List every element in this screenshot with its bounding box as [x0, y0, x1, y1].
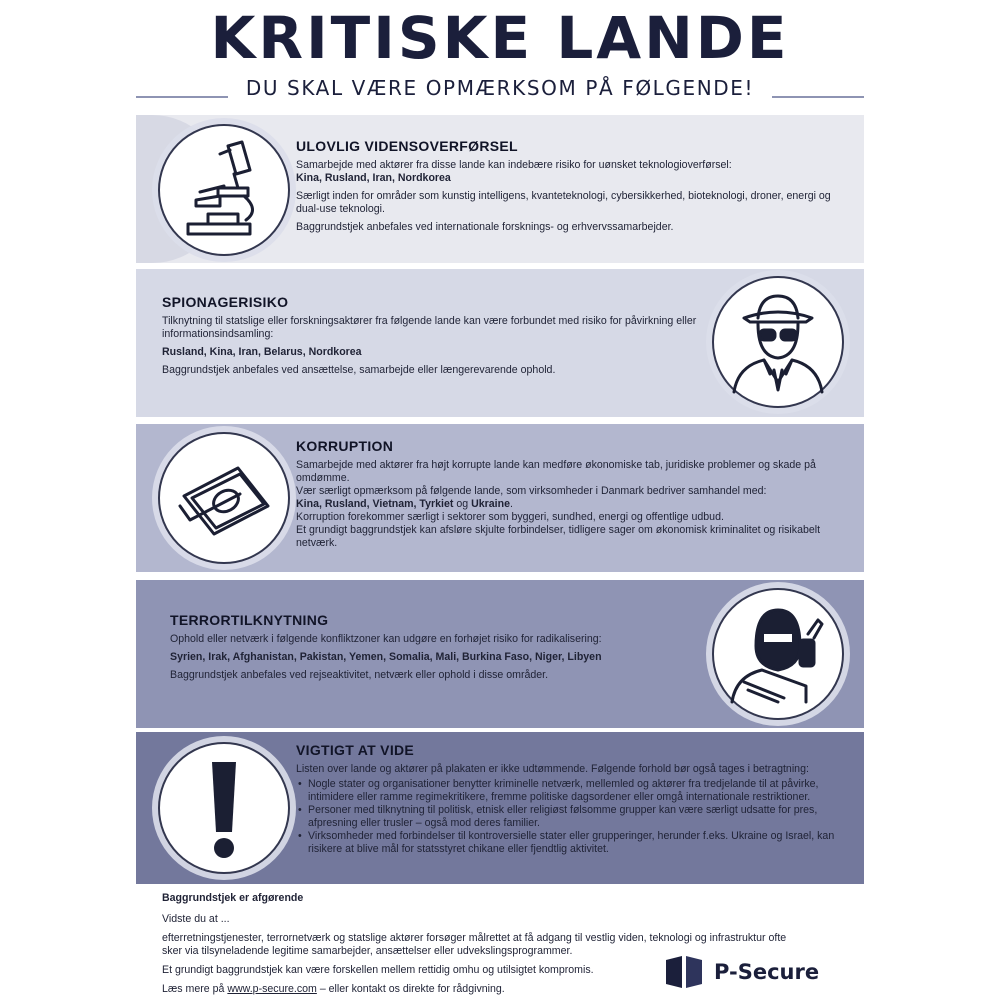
microscope-icon	[158, 124, 290, 256]
section-text: Samarbejde med aktører fra disse lande kan indebære risiko for uønsket teknologioverførsel:	[296, 159, 732, 171]
section-text: Baggrundstjek anbefales ved internationale forsknings- og erhvervssamarbejder.	[296, 221, 674, 233]
bullet-list	[296, 778, 851, 856]
website-link[interactable]: www.p-secure.com	[227, 983, 317, 995]
country-list: Kina, Rusland, Vietnam, Tyrkiet	[296, 498, 454, 510]
footer-intro: Vidste du at ...	[162, 913, 230, 925]
section-title: VIGTIGT AT VIDE	[296, 742, 415, 758]
money-icon	[158, 432, 290, 564]
section-espionage	[162, 296, 712, 382]
section-text: Samarbejde med aktører fra højt korrupte lande kan medføre økonomiske tab, juridiske problemer og skade på omdømme.	[296, 459, 816, 484]
section-text: Ophold eller netværk i følgende konfliktzoner kan udgøre en forhøjet risiko for radikalisering:	[170, 633, 602, 645]
bullet-item: • Nogle stater og organisationer benytter kriminelle netværk, mellemled og aktører fra tredjelande til at påvirke, intimidere eller ramme regimekritikere, fremme politiske dagsordener eller omgå internationale restriktioner.	[296, 778, 851, 804]
section-text: Særligt inden for områder som kunstig intelligens, kvanteteknologi, cybersikkerhed, bioteknologi, droner, energi og dual-use teknologi.	[296, 190, 831, 215]
terrorist-icon	[712, 588, 844, 720]
page-subtitle: DU SKAL VÆRE OPMÆRKSOM PÅ FØLGENDE!	[245, 76, 755, 100]
section-text: Baggrundstjek anbefales ved ansættelse, samarbejde eller længerevarende ophold.	[162, 364, 556, 376]
brand-name: P-Secure	[714, 960, 820, 984]
section-text: Baggrundstjek anbefales ved rejseaktivitet, netværk eller ophold i disse områder.	[170, 669, 549, 681]
page-title: KRITISKE LANDE	[210, 4, 790, 72]
section-title: TERRORTILKNYTNING	[170, 612, 329, 628]
p-secure-logo-icon	[664, 954, 704, 990]
country-list: Syrien, Irak, Afghanistan, Pakistan, Yemen, Somalia, Mali, Burkina Faso, Niger, Libyen	[170, 651, 602, 663]
section-text: Et grundigt baggrundstjek kan afsløre skjulte forbindelser, tidligere sager om økonomisk kriminalitet og risikabelt netværk.	[296, 524, 821, 549]
subtitle-divider-right	[772, 96, 864, 98]
section-intro: Listen over lande og aktører på plakaten er ikke udtømmende. Følgende forhold bør også tages i betragtning:	[296, 763, 809, 775]
section-title: ULOVLIG VIDENSOVERFØRSEL	[296, 138, 518, 154]
footer-contact-suffix: – eller kontakt os direkte for rådgivning.	[319, 983, 505, 995]
footer-body: efterretningstjenester, terrornetværk og statslige aktører forsøger målrettet at få adgang til vestlig viden, teknologi og infrastruktur ofte sker via tilsyneladende legitime samarbejder, ansættelser eller udvekslingsprogrammer.	[162, 932, 787, 957]
country-list: Kina, Rusland, Iran, Nordkorea	[296, 172, 451, 184]
footer-closing: Et grundigt baggrundstjek kan være forskellen mellem rettidig omhu og utilsigtet kompromis.	[162, 964, 594, 976]
spy-icon	[712, 276, 844, 408]
footer-heading: Baggrundstjek er afgørende	[162, 892, 304, 904]
connector-word: og	[456, 498, 469, 510]
section-important	[296, 744, 851, 856]
section-knowledge-transfer	[296, 140, 851, 239]
section-text: Vær særligt opmærksom på følgende lande, som virksomheder i Danmark bedriver samhandel med:	[296, 485, 767, 497]
footer-contact-prefix: Læs mere på	[162, 983, 225, 995]
section-text: Tilknytning til statslige eller forskningsaktører fra følgende lande kan være forbundet med risiko for påvirkning eller informationsindsamling:	[162, 315, 697, 340]
exclamation-icon	[158, 742, 290, 874]
bullet-item: • Personer med tilknytning til politisk, etnisk eller religiøst følsomme grupper kan være særligt udsatte for pres, afpresning eller trusler – også mod deres familier.	[296, 804, 851, 830]
section-title: SPIONAGERISIKO	[162, 294, 289, 310]
brand-logo	[664, 952, 819, 992]
section-text: Korruption forekommer særligt i sektorer som byggeri, sundhed, energi og offentlige udbud.	[296, 511, 724, 523]
country-list-last: Ukraine	[471, 498, 510, 510]
subtitle-row	[136, 76, 864, 104]
section-title: KORRUPTION	[296, 438, 394, 454]
bullet-item: • Virksomheder med forbindelser til kontroversielle stater eller grupperinger, herunder f.eks. Ukraine og Israel, kan risikere at blive mål for statsstyret chikane eller fjendtlig aktivitet.	[296, 830, 851, 856]
section-terror	[170, 614, 715, 687]
section-corruption	[296, 440, 851, 550]
sentence-end: .	[509, 498, 513, 510]
country-list: Rusland, Kina, Iran, Belarus, Nordkorea	[162, 346, 362, 358]
